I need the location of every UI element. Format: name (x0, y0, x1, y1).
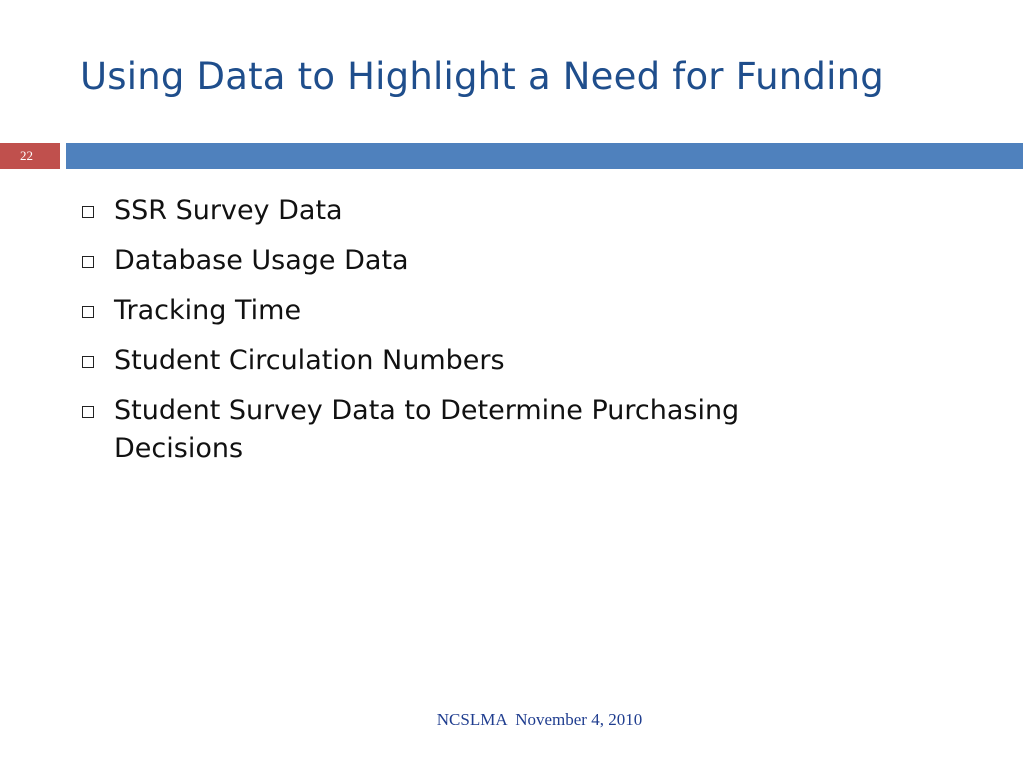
accent-bar (66, 143, 1023, 169)
slide-number-badge: 22 (0, 143, 60, 169)
footer-text: NCSLMA November 4, 2010 (436, 710, 643, 729)
bullet-item (82, 292, 882, 330)
bullet-item (82, 392, 882, 468)
bullet-text: SSR Survey Data (114, 195, 343, 226)
hollow-square-icon (82, 406, 94, 418)
hollow-square-icon (82, 206, 94, 218)
bullet-text: Database Usage Data (114, 245, 409, 276)
bullet-text: Tracking Time (114, 295, 302, 326)
slide-footer (0, 710, 1023, 730)
hollow-square-icon (82, 306, 94, 318)
hollow-square-icon (82, 356, 94, 368)
hollow-square-icon (82, 256, 94, 268)
bullet-item (82, 192, 882, 230)
bullet-text: Student Circulation Numbers (114, 345, 505, 376)
slide-title: Using Data to Highlight a Need for Funding (80, 55, 884, 98)
bullet-item (82, 242, 882, 280)
bullet-text: Student Survey Data to Determine Purchasing Decisions (114, 395, 740, 464)
bullet-list (82, 192, 882, 480)
bullet-item (82, 342, 882, 380)
